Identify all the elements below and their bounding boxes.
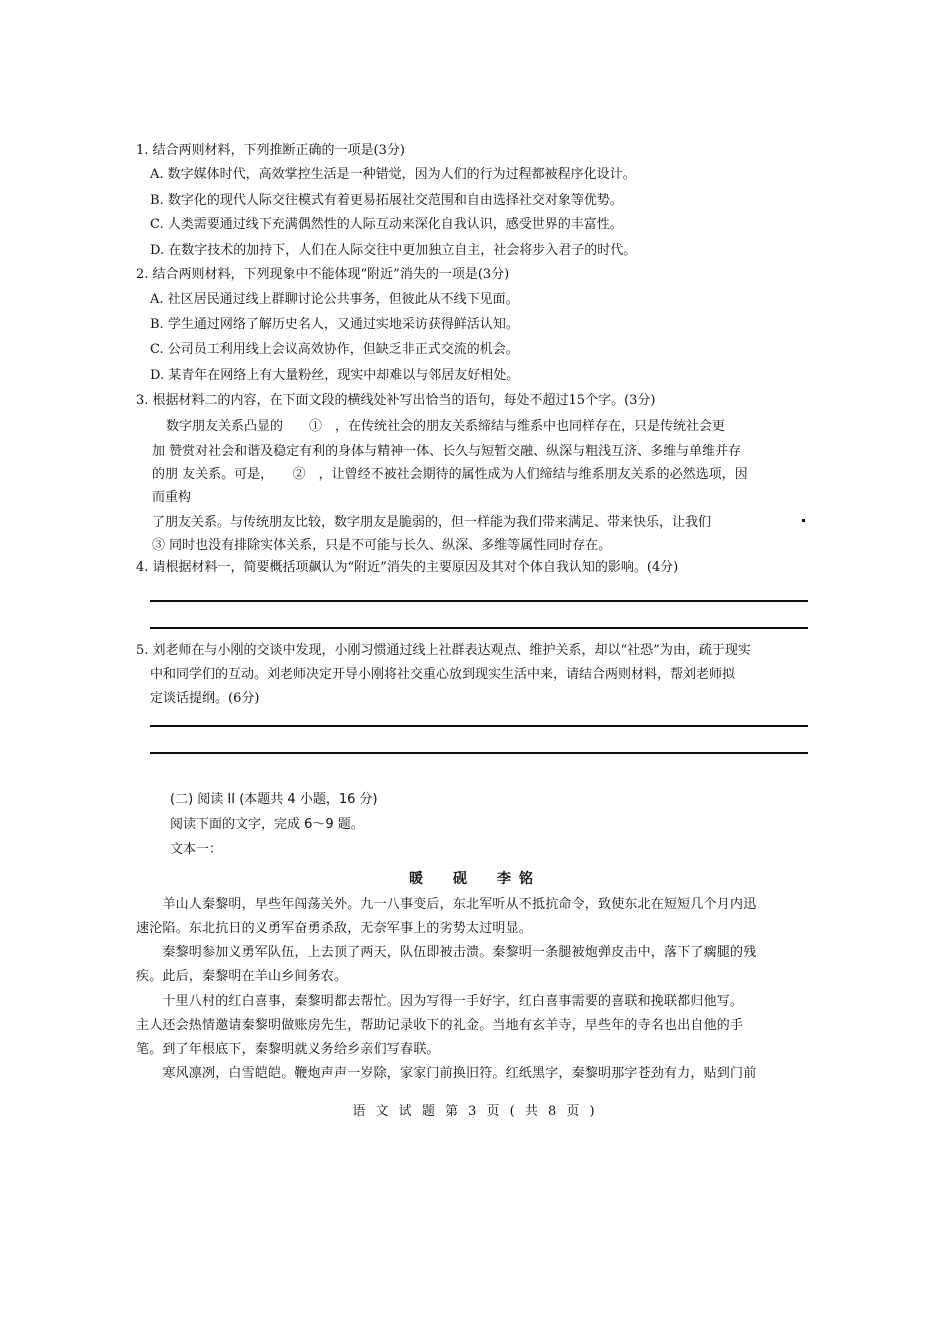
page-footer: 语 文 试 题 第 3 页 ( 共 8 页 ) — [352, 1104, 598, 1119]
story-paragraph-3-line-2: 主人还会热情邀请秦黎明做账房先生，帮助记录收下的礼金。当地有玄羊寺，早些年的寺名也出自他的手 — [136, 1018, 744, 1033]
story-paragraph-2-line-2: 疾。此后，秦黎明在羊山乡间务农。 — [136, 969, 348, 984]
q3-passage-line-5: 了朋友关系。与传统朋友比较，数字朋友是脆弱的，但一样能为我们带来满足、带来快乐，让我们 — [152, 515, 712, 530]
q3-stem: 3. 根据材料二的内容，在下面文段的横线处补写出恰当的语句，每处不超过15个字。(3分) — [136, 393, 656, 408]
story-paragraph-1-line-1: 羊山人秦黎明，早些年闯荡关外。九一八事变后，东北军听从不抵抗命令，致使东北在短短几个月内迅 — [136, 897, 757, 912]
q3-passage-line-3: 的朋 友关系。可是， ② ，让曾经不被社会期待的属性成为人们缔结与维系朋友关系的必然选项，因 — [152, 467, 748, 482]
story-paragraph-3-line-3: 笔。到了年根底下，秦黎明就义务给乡亲们写春联。 — [136, 1042, 440, 1057]
q1-stem: 1. 结合两则材料，下列推断正确的一项是(3分) — [136, 143, 405, 158]
q1-option-a: A. 数字媒体时代，高效掌控生活是一种错觉，因为人们的行为过程都被程序化设计。 — [150, 167, 636, 182]
q3-passage-line-4: 而重构 — [152, 490, 192, 505]
story-paragraph-3-line-1: 十里八村的红白喜事，秦黎明都去帮忙。因为写得一手好字，红白喜事需要的喜联和挽联都归他写。 — [136, 994, 744, 1009]
q3-passage-line-6: ③ 同时也没有排除实体关系，只是不可能与长久、纵深、多维等属性同时存在。 — [152, 538, 612, 553]
story-paragraph-1-line-2: 速沦陷。东北抗日的义勇军奋勇杀敌，无奈军事上的劣势太过明显。 — [136, 921, 533, 936]
q2-option-a: A. 社区居民通过线上群聊讨论公共事务，但彼此从不线下见面。 — [150, 292, 519, 307]
q2-option-d: D. 某青年在网络上有大量粉丝，现实中却难以与邻居友好相处。 — [150, 368, 520, 383]
section2-heading: (二) 阅读 II (本题共 4 小题，16 分) — [170, 792, 378, 807]
q5-answer-line-1 — [150, 725, 808, 727]
q1-option-d: D. 在数字技术的加持下，人们在人际交往中更加独立自主，社会将步入君子的时代。 — [150, 243, 637, 258]
q2-stem: 2. 结合两则材料，下列现象中不能体现“附近”消失的一项是(3分) — [136, 267, 510, 282]
q5-stem-line-3: 定谈话提纲。(6分) — [150, 691, 260, 706]
q3-passage-line-2: 加 赞赏对社会和谐及稳定有利的身体与精神一体、长久与短暂交融、纵深与粗浅互济、多维与单维并存 — [152, 444, 742, 459]
stray-dot — [802, 519, 805, 522]
section2-instruction: 阅读下面的文字，完成 6～9 题。 — [170, 817, 364, 832]
q1-option-c: C. 人类需要通过线下充满偶然性的人际互动来深化自我认识，感受世界的丰富性。 — [150, 217, 623, 232]
q3-passage-line-1: 数字朋友关系凸显的 ① ，在传统社会的朋友关系缔结与维系中也同样存在，只是传统社会更 — [166, 419, 726, 434]
story-paragraph-2-line-1: 秦黎明参加义勇军队伍，上去顶了两天，队伍即被击溃。秦黎明一条腿被炮弹皮击中，落下了瘸腿的残 — [136, 945, 757, 960]
q4-stem: 4. 请根据材料一，简要概括项飙认为“附近”消失的主要原因及其对个体自我认知的影响。(4分) — [136, 560, 679, 575]
q2-option-b: B. 学生通过网络了解历史名人，又通过实地采访获得鲜活认知。 — [150, 317, 519, 332]
q5-stem-line-1: 5. 刘老师在与小刚的交谈中发现，小刚习惯通过线上社群表达观点、维护关系，却以“社恐”为由，疏于现实 — [136, 643, 751, 658]
q5-stem-line-2: 中和同学们的互动。刘老师决定开导小刚将社交重心放到现实生活中来，请结合两则材料，帮刘老师拟 — [150, 667, 736, 682]
q2-option-c: C. 公司员工利用线上会议高效协作，但缺乏非正式交流的机会。 — [150, 342, 519, 357]
q4-answer-line-2 — [150, 627, 808, 629]
story-title: 暖 砚 李铭 — [409, 871, 541, 887]
section2-text-label: 文本一： — [170, 842, 223, 857]
story-paragraph-4-line-1: 寒风凛冽，白雪皑皑。鞭炮声声一岁除，家家门前换旧符。红纸黑字，秦黎明那字苍劲有力，贴到门前 — [136, 1066, 757, 1081]
q5-answer-line-2 — [150, 752, 808, 754]
q1-option-b: B. 数字化的现代人际交往模式有着更易拓展社交范围和自由选择社交对象等优势。 — [150, 193, 623, 208]
q4-answer-line-1 — [150, 600, 808, 602]
